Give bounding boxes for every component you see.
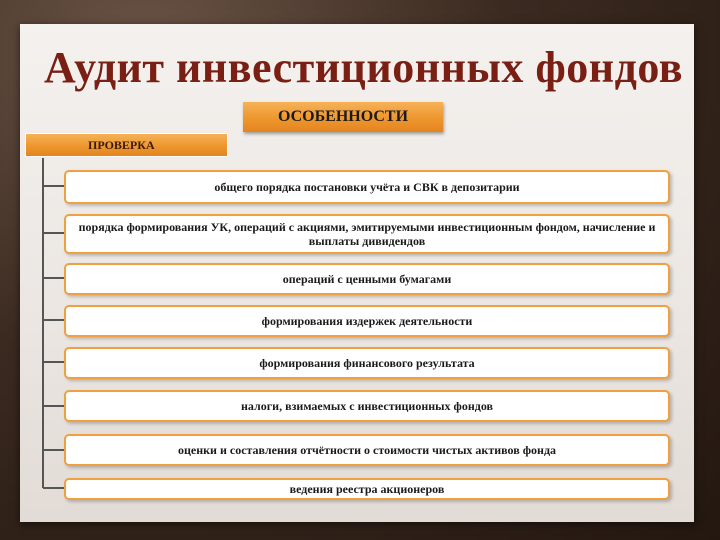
item-net-assets-reporting: оценки и составления отчётности о стоимости чистых активов фонда xyxy=(64,434,670,466)
item-expenses: формирования издержек деятельности xyxy=(64,305,670,337)
item-accounting-order: общего порядка постановки учёта и СВК в депозитарии xyxy=(64,170,670,204)
item-shareholder-register: ведения реестра акционеров xyxy=(64,478,670,500)
item-securities-operations: операций с ценными бумагами xyxy=(64,263,670,295)
features-header: ОСОБЕННОСТИ xyxy=(243,102,443,132)
check-group-label: ПРОВЕРКА xyxy=(25,133,228,157)
item-taxes: налоги, взимаемых с инвестиционных фондов xyxy=(64,390,670,422)
slide-title: Аудит инвестиционных фондов xyxy=(44,43,684,92)
item-capital-formation: порядка формирования УК, операций с акциями, эмитируемыми инвестиционным фондом, начисление и выплаты дивидендов xyxy=(64,214,670,254)
item-financial-result: формирования финансового результата xyxy=(64,347,670,379)
